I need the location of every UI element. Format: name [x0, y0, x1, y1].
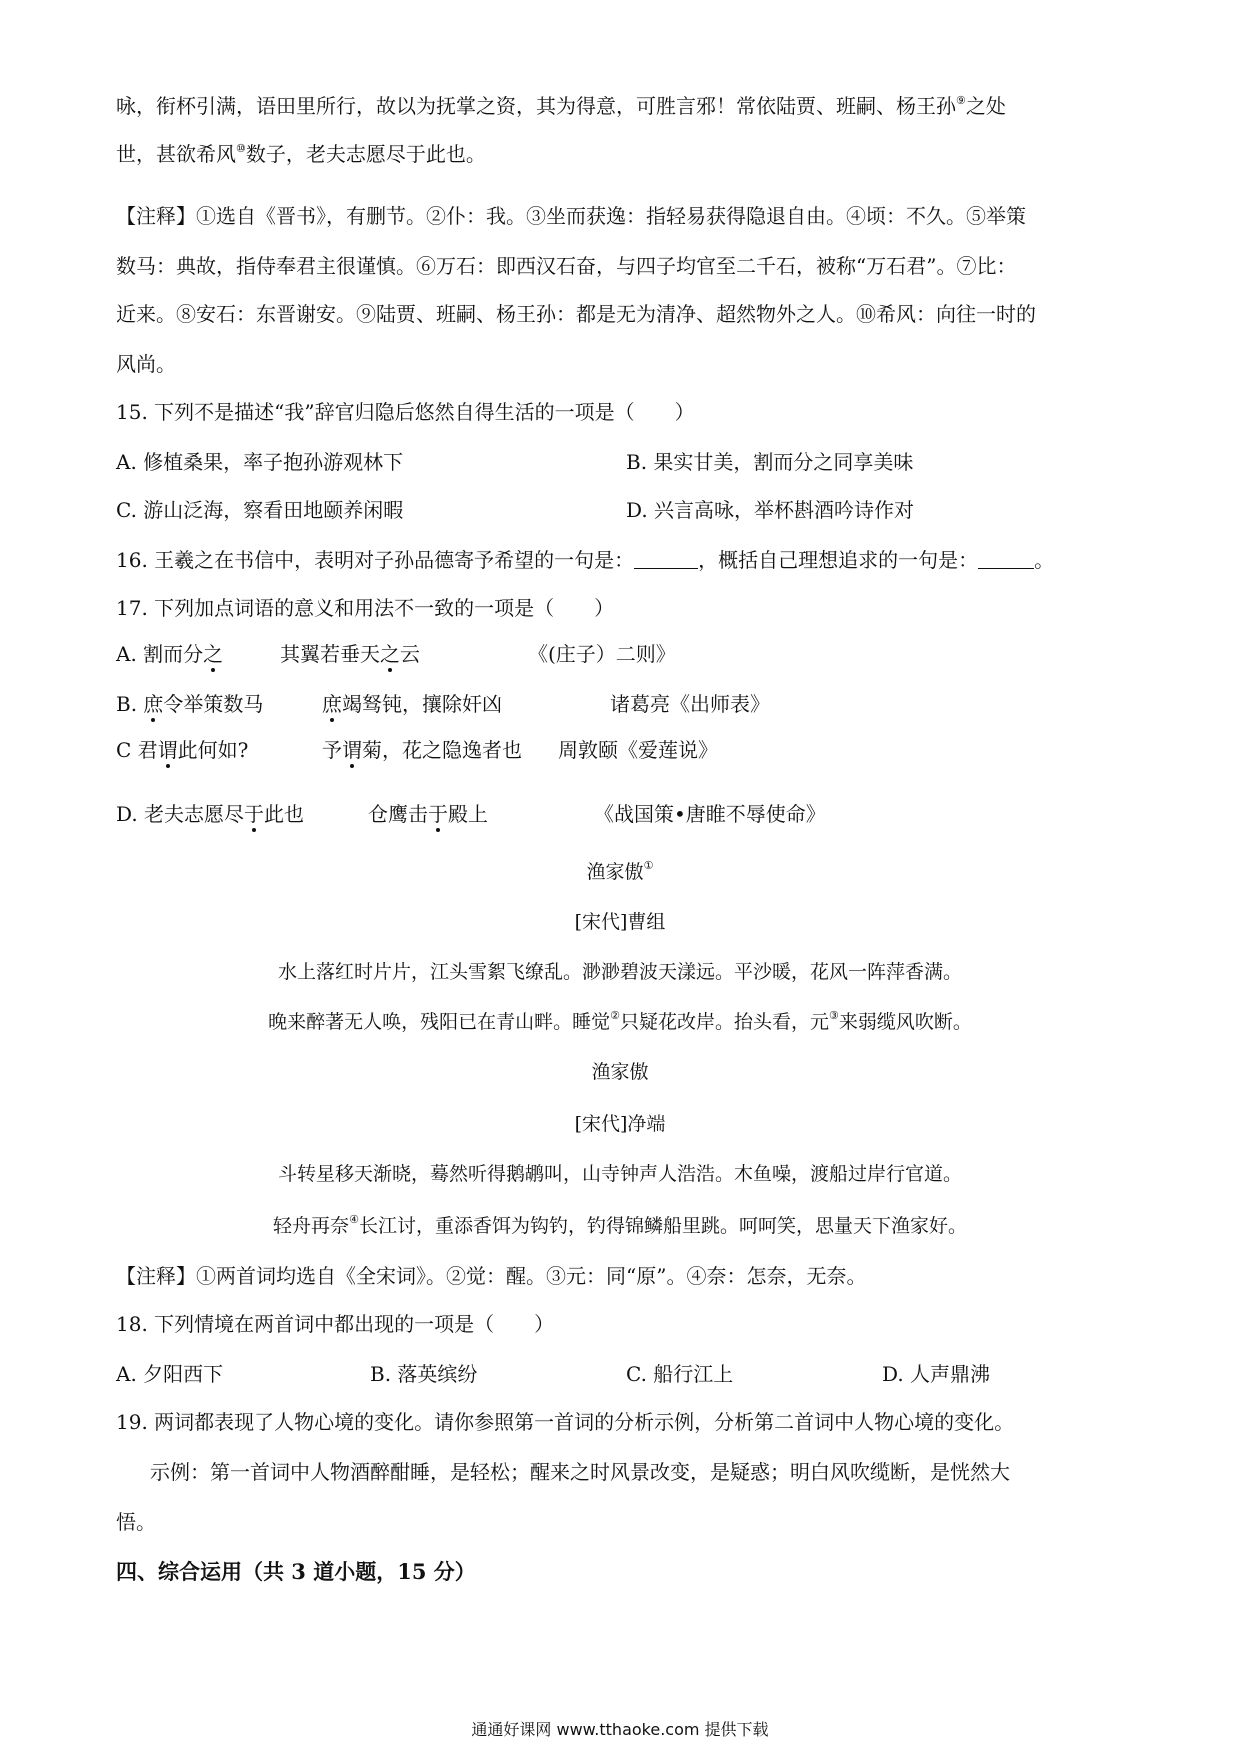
poem-2-line-1: 斗转星移天渐晓，蓦然听得鹅鹕叫，山寺钟声人浩浩。木鱼噪，渡船过岸行官道。 [277, 1163, 962, 1185]
section-4-heading: 四、综合运用（共 3 道小题，15 分） [116, 1559, 476, 1584]
question-16: 16. 王羲之在书信中，表明对子孙品德寄予希望的一句是： ，概括自己理想追求的一句是： 。 [116, 548, 1055, 572]
q15-option-d: D. 兴言高咏，举杯斟酒吟诗作对 [626, 498, 915, 522]
q17-option-c: C 君谓此何如? [116, 738, 249, 762]
q18-option-a: A. 夕阳西下 [116, 1362, 224, 1386]
q18-option-b: B. 落英缤纷 [370, 1362, 478, 1386]
note-line-3: 近来。⑧安石：东晋谢安。⑨陆贾、班嗣、杨王孙：都是无为清净、超然物外之人。⑩希风：向往一时的 [116, 302, 1036, 326]
answer-blank-2[interactable] [978, 548, 1034, 569]
note-line-2: 数马：典故，指侍奉君主很谨慎。⑥万石：即西汉石奋，与四子均官至二千石，被称“万石君”。⑦比： [116, 254, 1017, 278]
poem-1-line-2: 晚来醉著无人唤，残阳已在青山畔。睡觉②只疑花改岸。抬头看，元③来弱缆风吹断。 [268, 1009, 972, 1033]
q19-example-line-2: 悟。 [116, 1510, 156, 1534]
q15-option-a: A. 修植桑果，率子抱孙游观林下 [116, 450, 404, 474]
question-19-stem: 19. 两词都表现了人物心境的变化。请你参照第一首词的分析示例，分析第二首词中人物心境的变化。 [116, 1410, 1015, 1434]
poem-notes: 【注释】①两首词均选自《全宋词》。②觉：醒。③元：同“原”。④奈：怎奈，无奈。 [116, 1264, 867, 1288]
poem-2-author: [宋代]净端 [574, 1113, 666, 1135]
poem-1-title: 渔家傲① [586, 859, 654, 883]
prose-line-1: 咏，衔杯引满，语田里所行，故以为抚掌之资，其为得意，可胜言邪！常依陆贾、班嗣、杨王孙⑨之处 [116, 94, 1006, 118]
answer-blank-1[interactable] [634, 548, 698, 569]
q15-option-b: B. 果实甘美，割而分之同享美味 [626, 450, 914, 474]
q17-option-b-source: 诸葛亮《出师表》 [610, 692, 770, 716]
poem-1-line-1: 水上落红时片片，江头雪絮飞缭乱。渺渺碧波天漾远。平沙暖，花风一阵萍香满。 [277, 961, 962, 983]
q17-option-d-source: 《战国策•唐睢不辱使命》 [594, 802, 826, 826]
q17-option-c-source: 周敦颐《爱莲说》 [558, 738, 718, 762]
poem-1-author: [宋代]曹组 [574, 911, 666, 933]
q17-option-a: A. 割而分之 [116, 642, 224, 666]
question-17-stem: 17. 下列加点词语的意义和用法不一致的一项是（ ） [116, 596, 615, 620]
question-18-stem: 18. 下列情境在两首词中都出现的一项是（ ） [116, 1312, 555, 1336]
note-line-4: 风尚。 [116, 352, 176, 376]
prose-line-2: 世，甚欲希风⑩数子，老夫志愿尽于此也。 [116, 142, 486, 166]
poem-2-line-2: 轻舟再奈④长江讨，重添香饵为钩钓，钓得锦鳞船里跳。呵呵笑，思量天下渔家好。 [273, 1213, 967, 1237]
poem-2-title: 渔家傲 [591, 1061, 649, 1083]
q19-example-line-1: 示例：第一首词中人物酒醉酣睡，是轻松；醒来之时风景改变，是疑惑；明白风吹缆断，是恍然大 [150, 1460, 1010, 1484]
q18-option-c: C. 船行江上 [626, 1362, 734, 1386]
q15-option-c: C. 游山泛海，察看田地颐养闲暇 [116, 498, 404, 522]
q18-option-d: D. 人声鼎沸 [882, 1362, 991, 1386]
q17-option-b: B. 庶令举策数马 [116, 692, 264, 716]
q17-option-d-example: 仓鹰击于殿上 [368, 802, 488, 826]
note-line-1: 【注释】①选自《晋书》，有删节。②仆：我。③坐而获逸：指轻易获得隐退自由。④顷：不久。⑤举策 [116, 204, 1026, 228]
q17-option-c-example: 予谓菊，花之隐逸者也 [322, 738, 522, 762]
question-15-stem: 15. 下列不是描述“我”辞官归隐后悠然自得生活的一项是（ ） [116, 400, 695, 424]
q17-option-a-example: 其翼若垂天之云 [280, 642, 420, 666]
q17-option-d: D. 老夫志愿尽于此也 [116, 802, 305, 826]
q17-option-a-source: 《(庄子）二则》 [528, 642, 676, 666]
q17-option-b-example: 庶竭驽钝，攘除奸凶 [322, 692, 502, 716]
footer-source: 通通好课网 www.tthaoke.com 提供下载 [471, 1720, 769, 1739]
